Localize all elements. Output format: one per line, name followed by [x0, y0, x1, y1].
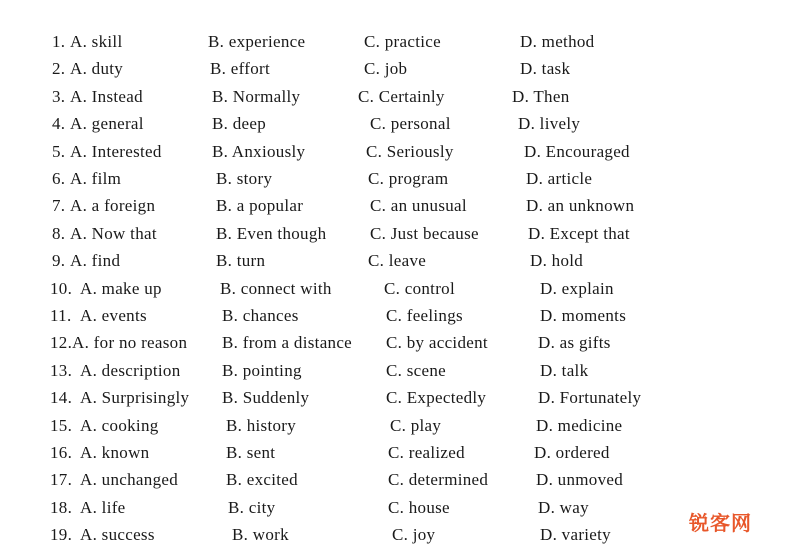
- question-row: [0, 302, 800, 329]
- question-row: [0, 466, 800, 493]
- question-number: 15.: [50, 415, 73, 435]
- question-number: 5.: [52, 141, 66, 161]
- question-row: [0, 521, 800, 548]
- question-number: 4.: [52, 114, 66, 134]
- option-b: B. sent: [226, 443, 276, 462]
- option-b: B. history: [226, 415, 297, 435]
- question-row: [0, 357, 800, 384]
- question-row: [0, 28, 800, 55]
- option-b: B. story: [216, 169, 273, 188]
- question-row: [0, 384, 800, 411]
- option-b: B. excited: [226, 470, 298, 490]
- option-b: B. from a distance: [222, 333, 353, 353]
- question-row: [0, 275, 800, 302]
- question-row: [0, 329, 800, 356]
- option-a: A. for no reason: [72, 333, 188, 353]
- option-a: A. unchanged: [80, 470, 179, 490]
- question-number: 18.: [50, 497, 73, 517]
- option-a: A. general: [70, 114, 144, 134]
- option-d: D. hold: [530, 251, 584, 271]
- question-row: [0, 192, 800, 219]
- option-c: C. leave: [368, 251, 427, 271]
- question-number: 1.: [52, 32, 66, 51]
- question-number: 6.: [52, 169, 66, 188]
- option-a: A. skill: [70, 32, 123, 51]
- question-row: [0, 110, 800, 137]
- question-row: [0, 83, 800, 110]
- question-number: 14.: [50, 388, 73, 408]
- option-c: C. house: [388, 497, 450, 517]
- option-b: B. effort: [210, 59, 270, 79]
- option-c: C. an unusual: [370, 196, 467, 216]
- option-b: B. a popular: [216, 196, 304, 216]
- question-row: [0, 55, 800, 82]
- option-d: D. unmoved: [536, 470, 624, 490]
- option-d: D. Encouraged: [524, 141, 630, 161]
- question-number: 19.: [50, 525, 73, 545]
- question-number: 11.: [50, 306, 72, 325]
- option-c: C. program: [368, 169, 449, 188]
- option-a: A. duty: [70, 59, 124, 79]
- option-a: A. find: [70, 251, 121, 271]
- option-b: B. Normally: [212, 86, 301, 106]
- option-a: A. success: [80, 525, 155, 545]
- option-c: C. personal: [370, 114, 451, 134]
- option-d: D. way: [538, 497, 589, 517]
- question-row: [0, 412, 800, 439]
- option-c: C. play: [390, 415, 442, 435]
- option-a: A. a foreign: [70, 196, 156, 216]
- option-b: B. work: [232, 525, 289, 545]
- option-c: C. realized: [388, 443, 465, 462]
- option-d: D. task: [520, 59, 571, 79]
- question-row: [0, 247, 800, 274]
- question-row: [0, 138, 800, 165]
- option-a: A. description: [80, 360, 181, 380]
- option-b: B. Anxiously: [212, 141, 306, 161]
- option-d: D. explain: [540, 278, 614, 298]
- option-b: B. experience: [208, 32, 306, 51]
- option-c: C. Just because: [370, 223, 479, 243]
- option-d: D. as gifts: [538, 333, 611, 353]
- option-b: B. pointing: [222, 360, 302, 380]
- option-a: A. known: [80, 443, 150, 462]
- option-b: B. deep: [212, 114, 267, 134]
- option-d: D. Except that: [528, 223, 630, 243]
- option-d: D. variety: [540, 525, 611, 545]
- question-number: 10.: [50, 278, 73, 298]
- option-a: A. Interested: [70, 141, 162, 161]
- question-row: [0, 439, 800, 466]
- option-b: B. Even though: [216, 223, 327, 243]
- option-a: A. Now that: [70, 223, 157, 243]
- option-a: A. make up: [80, 278, 162, 298]
- option-d: D. lively: [518, 114, 581, 134]
- option-b: B. connect with: [220, 278, 332, 298]
- option-c: C. by accident: [386, 333, 488, 353]
- option-c: C. Certainly: [358, 86, 445, 106]
- watermark-logo: 锐客网: [689, 511, 752, 535]
- question-number: 9.: [52, 251, 66, 271]
- option-c: C. joy: [392, 525, 436, 545]
- option-c: C. scene: [386, 360, 446, 380]
- option-a: A. Instead: [70, 86, 143, 106]
- option-d: D. medicine: [536, 415, 623, 435]
- option-d: D. Then: [512, 86, 570, 106]
- option-c: C. practice: [364, 32, 441, 51]
- option-c: C. feelings: [386, 306, 463, 325]
- option-b: B. Suddenly: [222, 388, 310, 408]
- option-d: D. talk: [540, 360, 589, 380]
- option-d: D. Fortunately: [538, 388, 642, 408]
- option-d: D. an unknown: [526, 196, 635, 216]
- option-b: B. city: [228, 497, 276, 517]
- option-c: C. control: [384, 278, 455, 298]
- option-a: A. life: [80, 497, 126, 517]
- option-d: D. ordered: [534, 443, 610, 462]
- option-d: D. method: [520, 32, 595, 51]
- option-a: A. Surprisingly: [80, 388, 190, 408]
- option-a: A. film: [70, 169, 122, 188]
- question-number: 3.: [52, 86, 66, 106]
- question-row: [0, 494, 800, 521]
- option-c: C. Seriously: [366, 141, 454, 161]
- question-number: 12.: [50, 333, 73, 353]
- option-c: C. determined: [388, 470, 489, 490]
- question-number: 8.: [52, 223, 66, 243]
- option-c: C. Expectedly: [386, 388, 487, 408]
- option-b: B. turn: [216, 251, 266, 271]
- option-c: C. job: [364, 59, 408, 79]
- question-row: [0, 165, 800, 192]
- option-b: B. chances: [222, 306, 299, 325]
- option-a: A. cooking: [80, 415, 159, 435]
- option-d: D. moments: [540, 306, 627, 325]
- question-number: 2.: [52, 59, 66, 79]
- question-number: 13.: [50, 360, 73, 380]
- question-number: 7.: [52, 196, 66, 216]
- question-number: 16.: [50, 443, 73, 462]
- option-d: D. article: [526, 169, 593, 188]
- option-a: A. events: [80, 306, 147, 325]
- question-row: [0, 220, 800, 247]
- question-number: 17.: [50, 470, 73, 490]
